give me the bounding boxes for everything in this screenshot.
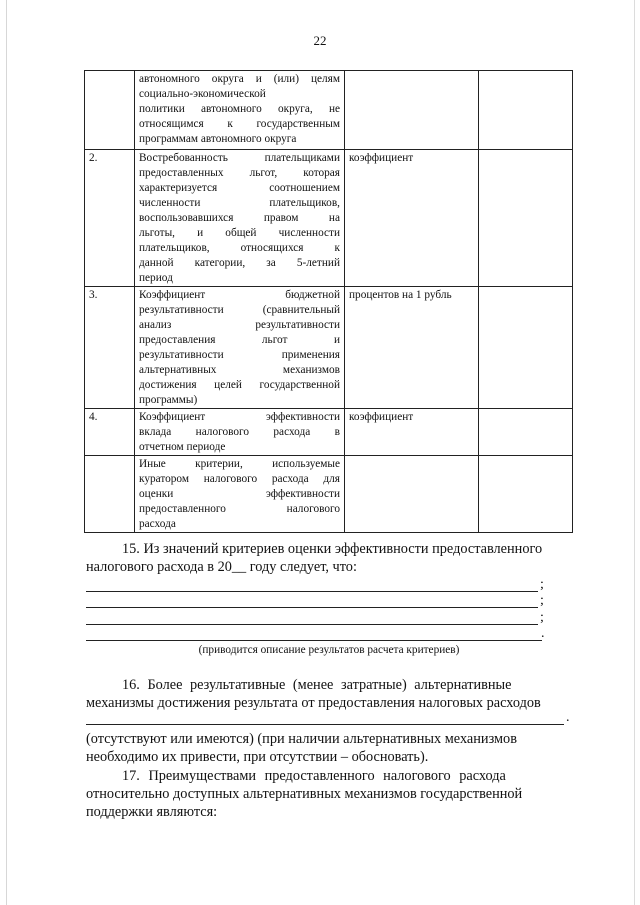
criterion-text-line: программы): [139, 394, 198, 406]
fill-line-2-end: ;: [540, 593, 544, 608]
criterion-text-line: предоставленных льгот, которая: [139, 167, 340, 179]
section-15-fill-line-2: [86, 607, 538, 608]
section-15-line-2: налогового расхода в 20__ году следует, что:: [86, 559, 357, 575]
fill-line-3-end: ;: [540, 610, 544, 625]
unit-cell: процентов на 1 рубль: [345, 287, 479, 409]
criterion-text-line: относящимся к государственным: [139, 118, 340, 130]
criterion-text-line: льготы, и общей численности: [139, 227, 340, 239]
criterion-text-line: альтернативных механизмов: [139, 364, 340, 376]
criterion-cell: [135, 456, 345, 533]
table-row: [85, 71, 573, 150]
criterion-text-line: период: [139, 272, 173, 284]
criterion-text-line: анализ результативности: [139, 319, 340, 331]
value-cell: [479, 456, 573, 533]
row-number-cell: [85, 456, 135, 533]
section-15-fill-line-1: [86, 591, 538, 592]
criterion-text-line: предоставления льгот и: [139, 334, 340, 346]
row-number-cell: 3.: [85, 287, 135, 409]
row-number-cell: 4.: [85, 409, 135, 456]
criterion-text-line: воспользовавшихся правом на: [139, 212, 340, 224]
criterion-text-line: социально-экономической: [139, 88, 266, 100]
criterion-text-line: политики автономного округа, не: [139, 103, 340, 115]
page-number: 22: [313, 33, 327, 48]
section-16-fill-end: .: [566, 710, 570, 725]
criterion-text-line: данной категории, за 5-летний: [139, 257, 340, 269]
criterion-text-line: Коэффициент эффективности: [139, 411, 340, 423]
section-15-fill-line-3: [86, 624, 538, 625]
table-row: [85, 150, 573, 287]
section-15-fill-line-4: [86, 640, 542, 641]
criterion-text-line: отчетном периоде: [139, 441, 226, 453]
section-16-fill-line: [86, 724, 564, 725]
fill-line-1-end: ;: [540, 577, 544, 592]
criterion-text-line: предоставленного налогового: [139, 503, 340, 515]
table-row: [85, 409, 573, 456]
fill-line-4-end: .: [541, 626, 545, 641]
criterion-text-line: достижения целей государственной: [139, 379, 340, 391]
unit-cell: [345, 456, 479, 533]
criterion-text-line: результативности (сравнительный: [139, 304, 340, 316]
table-row: [85, 287, 573, 409]
criterion-text-line: результативности применения: [139, 349, 340, 361]
criterion-cell: [135, 409, 345, 456]
row-number-cell: 2.: [85, 150, 135, 287]
criterion-cell: [135, 287, 345, 409]
scan-edge-left: [6, 0, 7, 905]
criterion-text-line: Иные критерии, используемые: [139, 458, 340, 470]
section-16-line-4: необходимо их привести, при отсутствии – обосновать).: [86, 749, 429, 765]
criteria-table: [84, 70, 573, 533]
value-cell: [479, 71, 573, 150]
unit-cell: коэффициент: [345, 409, 479, 456]
section-17-line-3: поддержки являются:: [86, 804, 218, 820]
criterion-text-line: Коэффициент бюджетной: [139, 289, 340, 301]
section-16-line-2: механизмы достижения результата от предоставления налоговых расходов: [86, 695, 541, 711]
section-17-line-2: относительно доступных альтернативных механизмов государственной: [86, 786, 523, 802]
unit-cell: [345, 71, 479, 150]
criterion-text-line: вклада налогового расхода в: [139, 426, 340, 438]
criterion-cell: [135, 150, 345, 287]
criterion-text-line: характеризуется соотношением: [139, 182, 340, 194]
criterion-text-line: оценки эффективности: [139, 488, 340, 500]
criterion-text-line: расхода: [139, 518, 176, 530]
unit-cell: коэффициент: [345, 150, 479, 287]
criterion-text-line: автономного округа и (или) целям: [139, 73, 340, 85]
section-17-line-1: 17. Преимуществами предоставленного налогового расхода: [122, 768, 506, 784]
criterion-text-line: плательщиков, относящихся к: [139, 242, 340, 254]
section-15-line-1: 15. Из значений критериев оценки эффективности предоставленного: [122, 541, 543, 557]
criterion-text-line: куратором налогового расхода для: [139, 473, 340, 485]
criterion-text-line: численности плательщиков,: [139, 197, 340, 209]
criterion-text-line: Востребованность плательщиками: [139, 152, 340, 164]
value-cell: [479, 150, 573, 287]
section-15-caption: (приводится описание результатов расчета критериев): [198, 644, 460, 656]
criterion-text-line: программам автономного округа: [139, 133, 297, 145]
row-number-cell: [85, 71, 135, 150]
section-16-line-3: (отсутствуют или имеются) (при наличии альтернативных механизмов: [86, 731, 517, 747]
section-16-line-1: 16. Более результативные (менее затратные) альтернативные: [122, 677, 512, 693]
value-cell: [479, 287, 573, 409]
scan-edge-right: [634, 0, 635, 905]
table-row: [85, 456, 573, 533]
criterion-cell: [135, 71, 345, 150]
value-cell: [479, 409, 573, 456]
